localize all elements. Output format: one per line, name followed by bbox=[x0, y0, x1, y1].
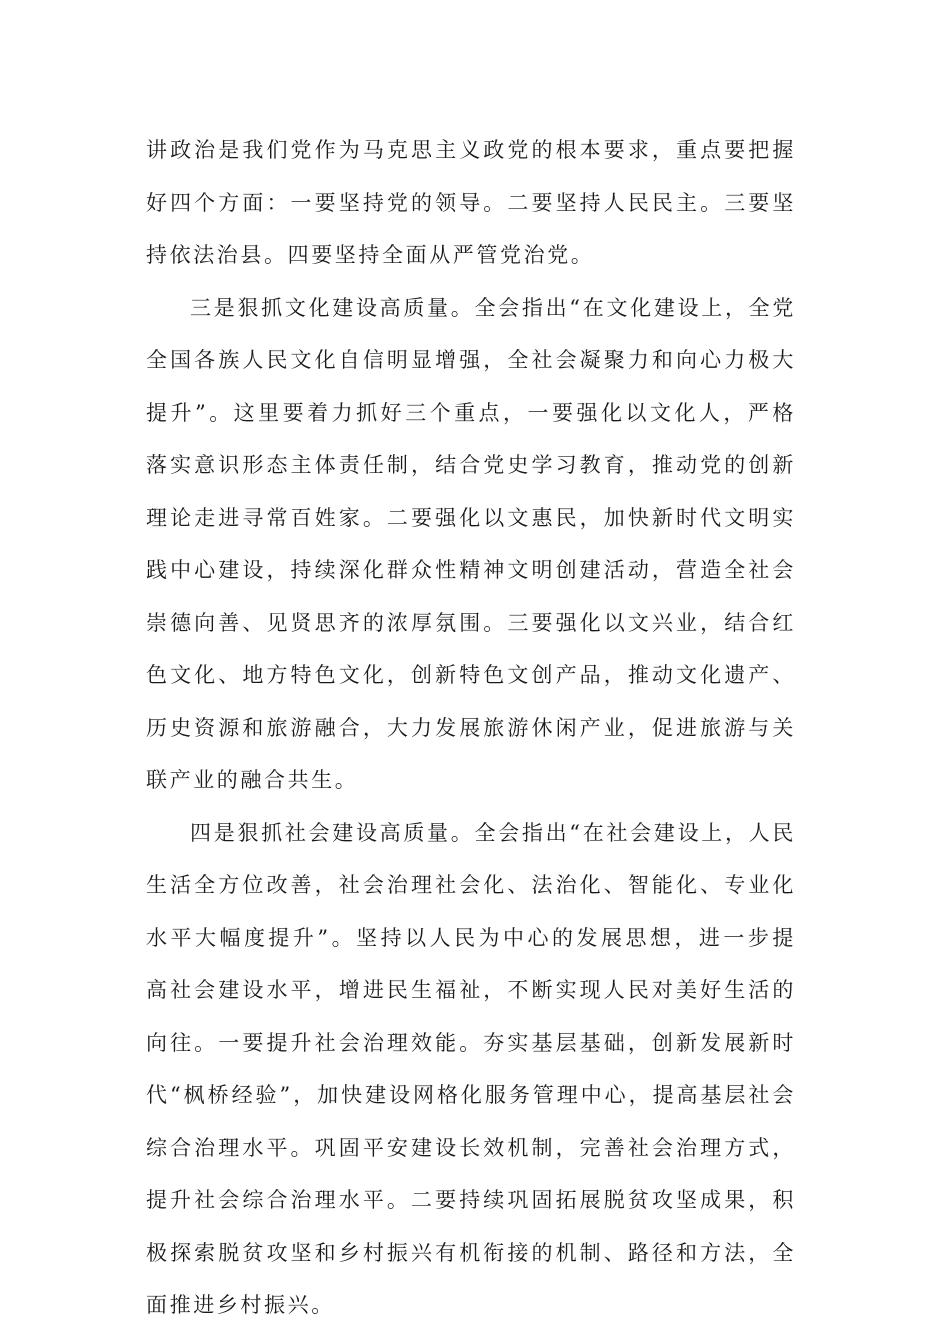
document-body bbox=[146, 124, 796, 1332]
paragraph-culture-construction: 三是狠抓文化建设高质量。全会指出“在文化建设上，全党全国各族人民文化自信明显增强，全社会凝聚力和向心力极大提升”。这里要着力抓好三个重点，一要强化以文化人，严格落实意识形态主体责任制，结合党史学习教育，推动党的创新理论走进寻常百姓家。二要强化以文惠民，加快新时代文明实践中心建设，持续深化群众性精神文明创建活动，营造全社会崇德向善、见贤思齐的浓厚氛围。三要强化以文兴业，结合红色文化、地方特色文化，创新特色文创产品，推动文化遗产、历史资源和旅游融合，大力发展旅游休闲产业，促进旅游与关联产业的融合共生。 bbox=[146, 295, 796, 792]
paragraph-social-construction: 四是狠抓社会建设高质量。全会指出“在社会建设上，人民生活全方位改善，社会治理社会化、法治化、智能化、专业化水平大幅度提升”。坚持以人民为中心的发展思想，进一步提高社会建设水平，增进民生福祉，不断实现人民对美好生活的向往。一要提升社会治理效能。夯实基层基础，创新发展新时代“枫桥经验”，加快建设网格化服务管理中心，提高基层社会综合治理水平。巩固平安建设长效机制，完善社会治理方式，提升社会综合治理水平。二要持续巩固拓展脱贫攻坚成果，积极探索脱贫攻坚和乡村振兴有机衔接的机制、路径和方法，全面推进乡村振兴。 bbox=[146, 820, 796, 1317]
paragraph-continuation: 讲政治是我们党作为马克思主义政党的根本要求，重点要把握好四个方面：一要坚持党的领导。二要坚持人民民主。三要坚持依法治县。四要坚持全面从严管党治党。 bbox=[146, 138, 796, 267]
